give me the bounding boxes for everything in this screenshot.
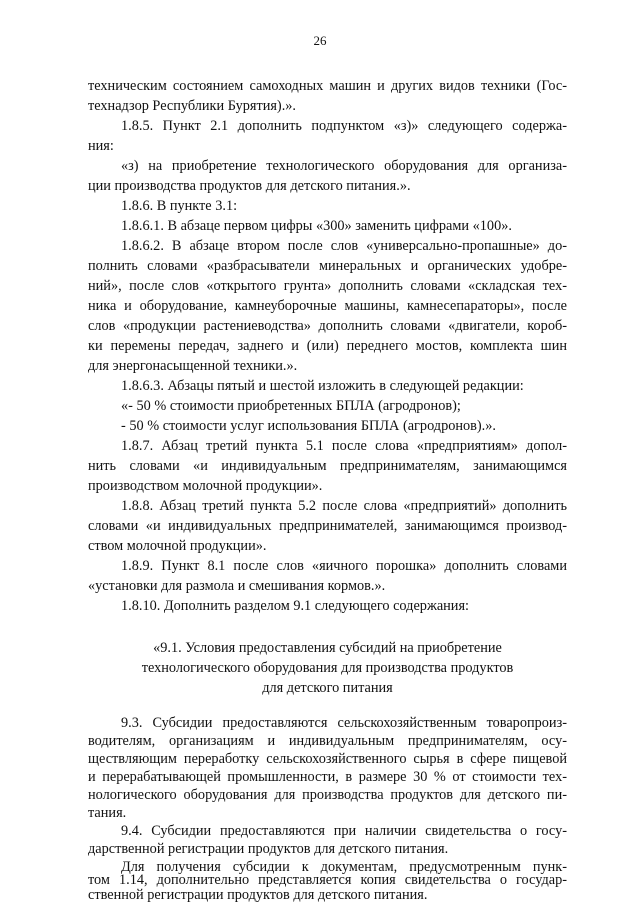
text-line: «з) на приобретение технологического оборудования для организа-	[121, 158, 567, 174]
text-line: том 1.14, дополнительно представляется копия свидетельства о государ-	[88, 872, 567, 888]
text-line: словами «и индивидуальных предпринимателей, занимающимся производ-	[88, 518, 567, 534]
text-line: тания.	[88, 805, 127, 821]
text-line: - 50 % стоимости услуг использования БПЛА (агродронов).».	[121, 418, 496, 434]
section-heading-line: «9.1. Условия предоставления субсидий на приобретение	[153, 640, 502, 656]
page-number: 26	[313, 33, 327, 48]
text-line: «установки для размола и смешивания кормов.».	[88, 578, 386, 594]
section-heading-line: для детского питания	[262, 680, 393, 696]
text-line: ции производства продуктов для детского питания.».	[88, 178, 411, 194]
text-line: 1.8.8. Абзац третий пункта 5.2 после слова «предприятий» дополнить	[121, 498, 567, 514]
text-line: 1.8.5. Пункт 2.1 дополнить подпунктом «з)» следующего содержа-	[121, 118, 567, 134]
text-line: 9.4. Субсидии предоставляются при наличии свидетельства о госу-	[121, 823, 567, 839]
text-line: 1.8.9. Пункт 8.1 после слов «яичного порошка» дополнить словами	[121, 558, 567, 574]
text-line: нить словами «и индивидуальным предпринимателям, занимающимся	[88, 458, 567, 474]
text-line: ний», после слов «открытого грунта» дополнить словами «складская тех-	[88, 278, 567, 294]
text-line: ки перемены передач, заднего и (или) переднего мостов, комплекта шин	[88, 338, 567, 354]
text-line: 1.8.6.2. В абзаце втором после слов «универсально-пропашные» до-	[121, 238, 567, 254]
text-line: 1.8.6.3. Абзацы пятый и шестой изложить в следующей редакции:	[121, 378, 524, 394]
text-line: производством молочной продукции».	[88, 478, 323, 494]
text-line: Для получения субсидии к документам, предусмотренным пунк-	[121, 859, 567, 875]
text-line: ственной регистрации продуктов для детского питания.	[88, 887, 428, 903]
text-line: слов «продукции растениеводства» дополнить словами «двигатели, короб-	[88, 318, 567, 334]
text-line: 9.3. Субсидии предоставляются сельскохозяйственным товаропроиз-	[121, 715, 567, 731]
text-line: 1.8.7. Абзац третий пункта 5.1 после слова «предприятиям» допол-	[121, 438, 567, 454]
text-line: 1.8.10. Дополнить разделом 9.1 следующего содержания:	[121, 598, 470, 614]
text-line: полнить словами «разбрасыватели минеральных и органических удобре-	[88, 258, 567, 274]
text-line: и перерабатывающей промышленности, в размере 30 % от стоимости тех-	[88, 769, 567, 785]
text-line: для энергонасыщенной техники.».	[88, 358, 298, 374]
text-line: ния:	[88, 138, 114, 154]
text-line: технадзор Республики Бурятия).».	[88, 98, 296, 114]
text-line: «- 50 % стоимости приобретенных БПЛА (агродронов);	[121, 398, 461, 414]
text-line: водителям, организациям и индивидуальным предпринимателям, осу-	[88, 733, 567, 749]
text-line: дарственной регистрации продуктов для детского питания.	[88, 841, 449, 857]
text-line: ством молочной продукции».	[88, 538, 267, 554]
text-line: 1.8.6.1. В абзаце первом цифры «300» заменить цифрами «100».	[121, 218, 512, 234]
section-heading-line: технологического оборудования для производства продуктов	[141, 660, 514, 676]
text-line: техническим состоянием самоходных машин и других видов техники (Гос-	[88, 78, 567, 94]
text-line: ществляющим переработку сельскохозяйственного сырья в сфере пищевой	[88, 751, 567, 767]
text-line: нологического оборудования для производства продуктов для детского пи-	[88, 787, 567, 803]
text-line: ника и оборудование, камнеуборочные машины, камнесепараторы», после	[88, 298, 567, 314]
text-line: 1.8.6. В пункте 3.1:	[121, 198, 238, 214]
